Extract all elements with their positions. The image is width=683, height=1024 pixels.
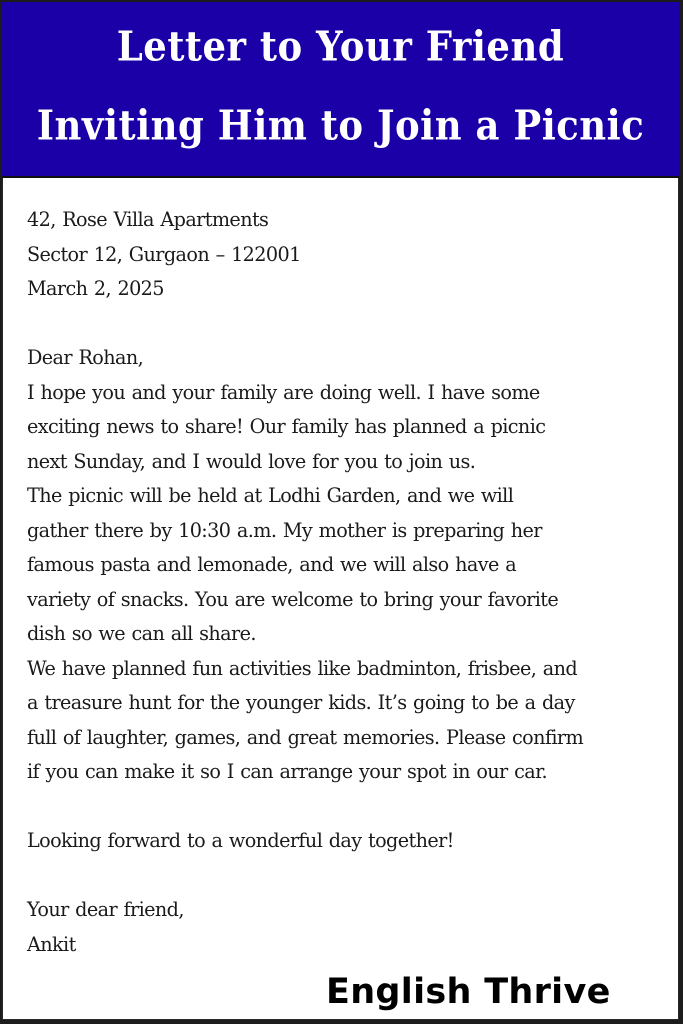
- body-line: variety of snacks. You are welcome to bring your favorite: [27, 587, 559, 611]
- sign-off: Your dear friend,: [27, 898, 184, 921]
- letter-date: March 2, 2025: [27, 277, 164, 300]
- closing-line: Looking forward to a wonderful day together!: [27, 829, 454, 852]
- body-line: full of laughter, games, and great memories. Please confirm: [27, 725, 584, 749]
- sender-address-line-1: 42, Rose Villa Apartments: [27, 208, 269, 231]
- letter-content: [27, 203, 667, 962]
- brand-watermark: English Thrive: [326, 972, 611, 1012]
- salutation: Dear Rohan,: [27, 346, 144, 369]
- body-line: exciting news to share! Our family has planned a picnic: [27, 415, 546, 438]
- body-line: The picnic will be held at Lodhi Garden, and we will: [27, 484, 514, 507]
- body-line: famous pasta and lemonade, and we will also have a: [27, 553, 517, 576]
- body-line: We have planned fun activities like badminton, frisbee, and: [27, 656, 578, 680]
- title-line-1: Letter to Your Friend: [116, 21, 565, 71]
- body-line: I hope you and your family are doing well. I have some: [27, 380, 540, 404]
- title-line-2: Inviting Him to Join a Picnic: [36, 100, 645, 150]
- body-line: next Sunday, and I would love for you to join us.: [27, 449, 476, 473]
- body-line: gather there by 10:30 a.m. My mother is preparing her: [27, 518, 542, 542]
- body-line: a treasure hunt for the younger kids. It’s going to be a day: [27, 691, 575, 714]
- spacer: [27, 790, 667, 825]
- spacer: [27, 859, 667, 894]
- sender-address-line-2: Sector 12, Gurgaon – 122001: [27, 242, 301, 266]
- body-line: dish so we can all share.: [27, 622, 256, 645]
- body-line: if you can make it so I can arrange your spot in our car.: [27, 760, 548, 783]
- title-banner: [2, 2, 679, 178]
- spacer: [27, 307, 667, 342]
- signature: Ankit: [27, 932, 76, 956]
